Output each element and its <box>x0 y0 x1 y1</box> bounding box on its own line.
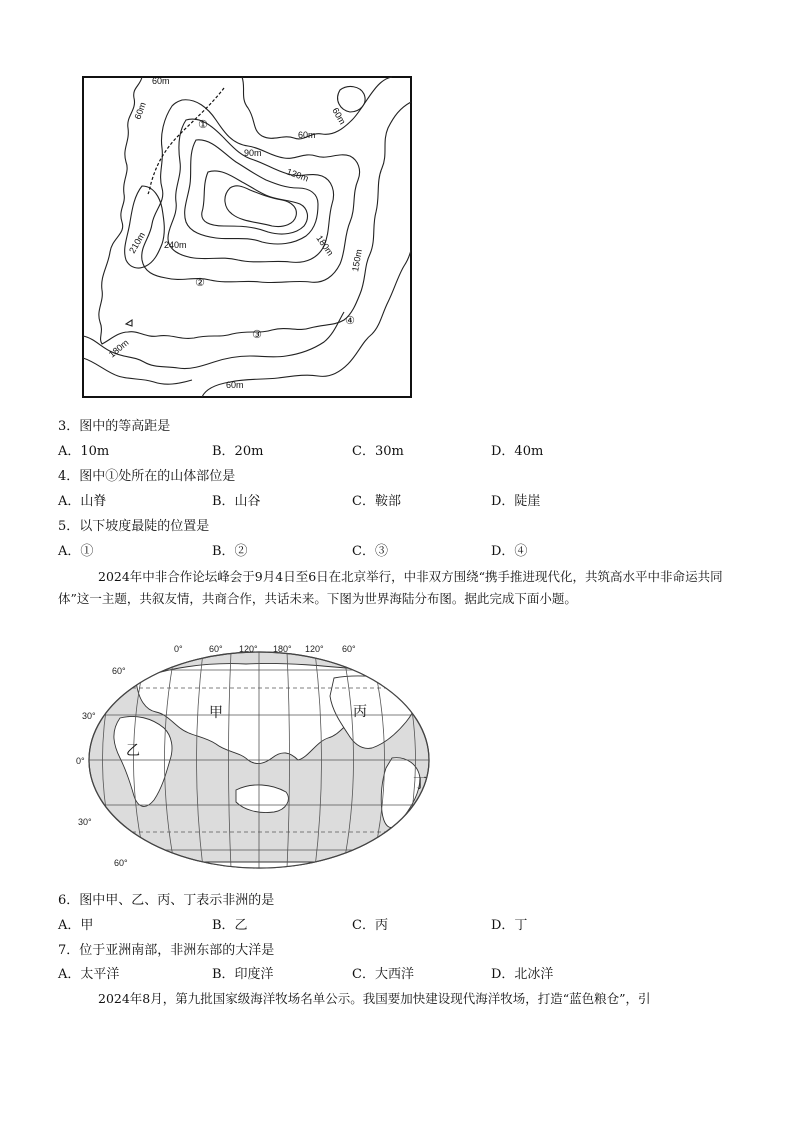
lon-label: 60° <box>342 644 356 654</box>
lon-label: 120° <box>305 644 324 654</box>
q7-option-b[interactable]: B．印度洋 <box>212 967 274 982</box>
question-7-stem: 7．位于亚洲南部，非洲东部的大洋是 <box>58 943 275 958</box>
contour-label: 180m <box>314 233 336 258</box>
lon-label: 60° <box>209 644 223 654</box>
lon-label: 120° <box>239 644 258 654</box>
q6-option-a[interactable]: A．甲 <box>58 918 94 933</box>
region-jia: 甲 <box>209 704 223 720</box>
contour-label: 90m <box>244 148 262 158</box>
question-3-stem: 3．图中的等高距是 <box>58 419 171 434</box>
contour-label: 240m <box>164 240 187 250</box>
q5-option-a[interactable]: A．① <box>58 544 94 559</box>
q3-option-b[interactable]: B．20m <box>212 444 264 459</box>
q5-option-d[interactable]: D．④ <box>491 544 528 559</box>
question-4-stem: 4．图中①处所在的山体部位是 <box>58 469 236 484</box>
contour-label: 210m <box>127 230 147 255</box>
q5-option-c[interactable]: C．③ <box>352 544 388 559</box>
q3-option-c[interactable]: C．30m <box>352 444 404 459</box>
q4-option-a[interactable]: A．山脊 <box>58 494 107 509</box>
contour-label: 60m <box>132 100 148 121</box>
q7-option-d[interactable]: D．北冰洋 <box>491 967 554 982</box>
q6-option-c[interactable]: C．丙 <box>352 918 388 933</box>
lon-label: 0° <box>174 644 183 654</box>
contour-label: 120m <box>285 166 310 184</box>
q4-option-b[interactable]: B．山谷 <box>212 494 261 509</box>
contour-map <box>82 76 412 398</box>
marker-2: ② <box>195 277 205 289</box>
region-yi: 乙 <box>126 742 140 758</box>
contour-label: 60m <box>298 130 316 140</box>
contour-label: 60m <box>330 106 348 127</box>
lat-label: 30° <box>78 817 92 827</box>
q4-option-c[interactable]: C．鞍部 <box>352 494 401 509</box>
contour-label: 180m <box>106 337 131 360</box>
q5-option-b[interactable]: B．② <box>212 544 248 559</box>
passage-ocean-ranch: 2024年8月，第九批国家级海洋牧场名单公示。我国要加快建设现代海洋牧场，打造“蓝色粮仓”，引 <box>98 991 651 1006</box>
question-5-stem: 5．以下坡度最陡的位置是 <box>58 519 210 534</box>
lat-label: 60° <box>112 666 126 676</box>
lat-label: 0° <box>76 756 85 766</box>
contour-label: 150m <box>350 248 364 273</box>
region-ding: 丁 <box>413 775 427 791</box>
q6-option-d[interactable]: D．丁 <box>491 918 528 933</box>
marker-1: ① <box>198 119 208 131</box>
question-6-stem: 6．图中甲、乙、丙、丁表示非洲的是 <box>58 893 275 908</box>
passage-africa-forum: 2024年中非合作论坛峰会于9月4日至6日在北京举行，中非双方围绕“携手推进现代化，共筑高水平中非命运共同体”这一主题，共叙友情，共商合作，共话未来。下图为世界海陆分布图。据此完成下面小题。 <box>58 569 723 606</box>
q4-option-d[interactable]: D．陡崖 <box>491 494 541 509</box>
region-bing: 丙 <box>353 703 367 719</box>
q3-option-d[interactable]: D．40m <box>491 444 544 459</box>
lat-label: 30° <box>82 711 96 721</box>
marker-4: ④ <box>345 315 355 327</box>
lat-label: 60° <box>114 858 128 868</box>
contour-label: 60m <box>226 380 244 390</box>
lon-label: 180° <box>273 644 292 654</box>
q3-option-a[interactable]: A．10m <box>58 444 110 459</box>
contour-label: 60m <box>152 76 170 86</box>
world-map <box>76 640 442 876</box>
q7-option-a[interactable]: A．太平洋 <box>58 967 120 982</box>
marker-3: ③ <box>252 329 262 341</box>
q7-option-c[interactable]: C．大西洋 <box>352 967 414 982</box>
q6-option-b[interactable]: B．乙 <box>212 918 248 933</box>
